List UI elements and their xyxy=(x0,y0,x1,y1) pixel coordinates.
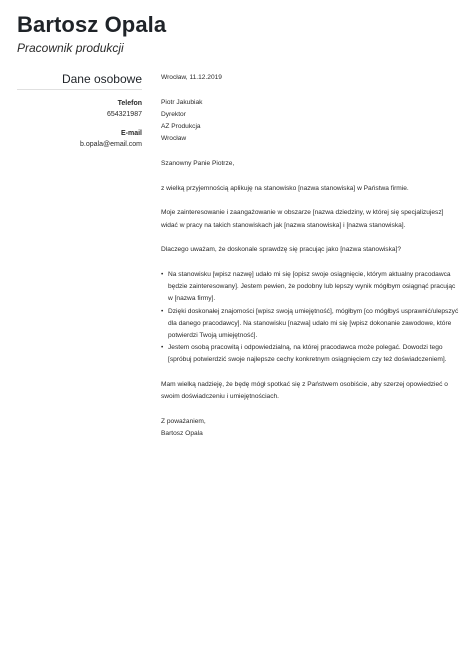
recipient-company: AZ Produkcja xyxy=(161,123,201,131)
bullet-icon: • xyxy=(161,307,164,315)
list-item-text: Dzięki doskonałej znajomości [wpisz swoją umiejętność], mógłbym [co mógłbyś usprawnić/ulepszyć dla danego pracodawcy]. Na stanowisku [nazwa] udało mi się [wpisz dokonanie zawodowe, które potwierdzi Twoją umiejętność]. xyxy=(168,307,459,340)
list-item-text: Jestem osobą pracowitą i odpowiedzialną, na której pracodawca może polegać. Dowodzi tego [spróbuj potwierdzić swoje najlepsze cechy konkretnym osiągnięciem czy też doświadczeniem]. xyxy=(168,344,447,364)
header xyxy=(17,12,457,56)
letter-date: Wrocław, 11.12.2019 xyxy=(161,74,222,81)
question-paragraph: Dlaczego uważam, że doskonale sprawdzę się pracując jako [nazwa stanowiska]? xyxy=(161,246,402,254)
recipient-name: Piotr Jakubiak xyxy=(161,98,203,106)
closing-paragraph: Mam wielką nadzieję, że będę mógł spotkać się z Państwem osobiście, aby szerzej opowiedzieć o swoim doświadczeniu i umiejętnościach. xyxy=(161,381,448,401)
list-item xyxy=(161,306,459,343)
job-title: Pracownik produkcji xyxy=(17,41,124,55)
greeting: Szanowny Panie Piotrze, xyxy=(161,160,235,168)
sign-off: Z poważaniem, xyxy=(161,418,206,426)
list-item-text: Na stanowisku [wpisz nazwę] udało mi się [opisz swoje osiągnięcie, którym aktualny pracodawca będzie zainteresowany]. Jestem pewien, że podobny lub lepszy wynik mógłbym osiągnąć pracując w [nazwa firmy]. xyxy=(168,271,456,303)
phone-value: 654321987 xyxy=(106,111,142,118)
sidebar xyxy=(17,72,142,150)
personal-data-heading: Dane osobowe xyxy=(17,72,142,90)
phone-label: Telefon xyxy=(117,100,142,107)
intro-paragraph: z wielką przyjemnością aplikuję na stanowisko [nazwa stanowiska] w Państwa firmie. xyxy=(161,184,409,192)
email-value: b.opala@email.com xyxy=(80,141,142,148)
recipient-position: Dyrektor xyxy=(161,110,186,118)
list-item xyxy=(161,269,459,306)
signature: Bartosz Opala xyxy=(161,430,203,438)
email-label: E-mail xyxy=(120,130,142,137)
bullet-icon: • xyxy=(161,271,164,279)
bullet-icon: • xyxy=(161,344,164,352)
recipient-block xyxy=(161,97,459,146)
achievements-list xyxy=(161,269,459,367)
applicant-name: Bartosz Opala xyxy=(17,12,167,37)
list-item xyxy=(161,342,459,366)
letter-body xyxy=(161,72,459,440)
interest-paragraph: Moje zainteresowanie i zaangażowanie w obszarze [nazwa dziedziny, w której się specjalizujesz] widać w pracy na takich stanowiskach jak [nazwa stanowiska] i [nazwa stanowiska]. xyxy=(161,209,444,229)
recipient-city: Wrocław xyxy=(161,135,187,143)
